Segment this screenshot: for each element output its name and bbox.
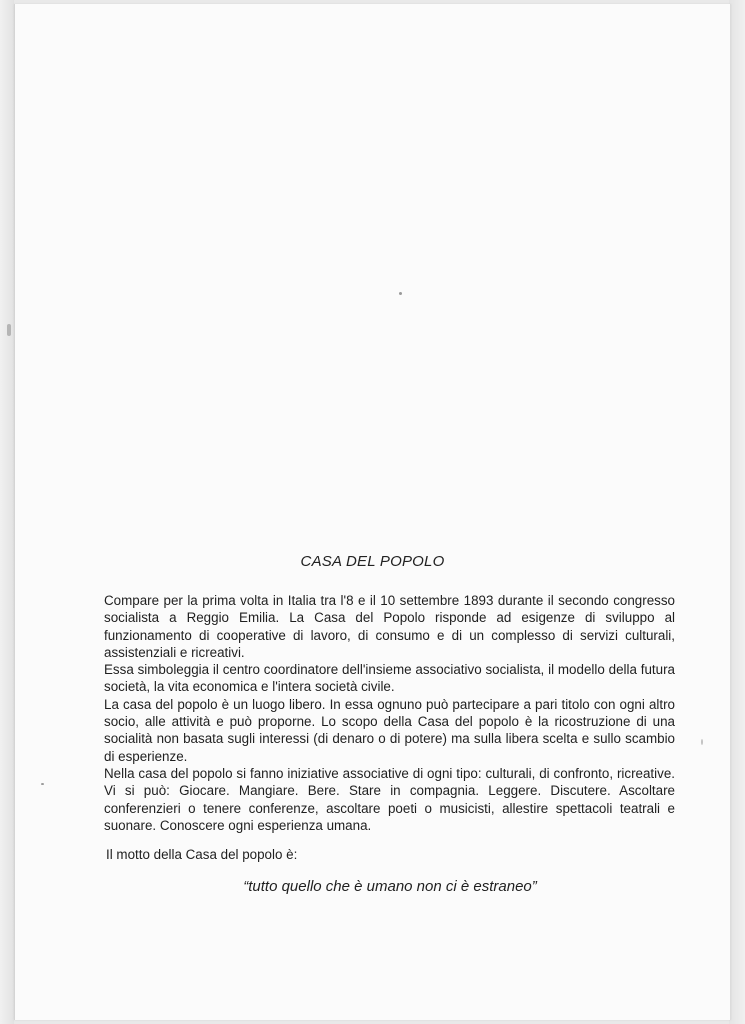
motto-intro: Il motto della Casa del popolo è: <box>106 847 298 862</box>
scan-speck <box>701 739 703 745</box>
scan-edge-left <box>0 0 14 1024</box>
motto-quote: “tutto quello che è umano non ci è estraneo” <box>243 878 537 895</box>
scan-speck <box>399 292 402 295</box>
body-paragraph: La casa del popolo è un luogo libero. In essa ognuno può partecipare a pari titolo con ogni altro socio, alle attività e può proporne. Lo scopo della Casa del popolo è la ricostruzione di una socialità non basata sugli interessi (di denaro o di potere) ma sulla libera scelta e sullo scambio di esperienze. <box>104 696 675 764</box>
body-paragraph: Nella casa del popolo si fanno iniziative associative di ogni tipo: culturali, di confronto, ricreative. Vi si può: Giocare. Mangiare. Bere. Stare in compagnia. Leggere. Discutere. Ascoltare conferenzieri o tenere conferenze, ascoltare poeti o musicisti, allestire spettacoli teatrali e suonare. Conoscere ogni esperienza umana. <box>104 765 675 833</box>
body-paragraph: Essa simboleggia il centro coordinatore dell'insieme associativo socialista, il modello della futura società, la vita economica e l'intera società civile. <box>104 662 675 695</box>
scan-edge-right <box>729 0 745 1024</box>
scan-speck <box>41 783 44 785</box>
scan-speck <box>7 324 11 336</box>
document-body <box>104 592 675 834</box>
body-paragraph: Compare per la prima volta in Italia tra l'8 e il 10 settembre 1893 durante il secondo congresso socialista a Reggio Emilia. La Casa del Popolo risponde ad esigenze di sviluppo al funzionamento di cooperative di lavoro, di consumo e di un complesso di servizi culturali, assistenziali e ricreativi. <box>104 593 675 660</box>
document-title: CASA DEL POPOLO <box>300 553 445 570</box>
document-page <box>14 4 731 1020</box>
